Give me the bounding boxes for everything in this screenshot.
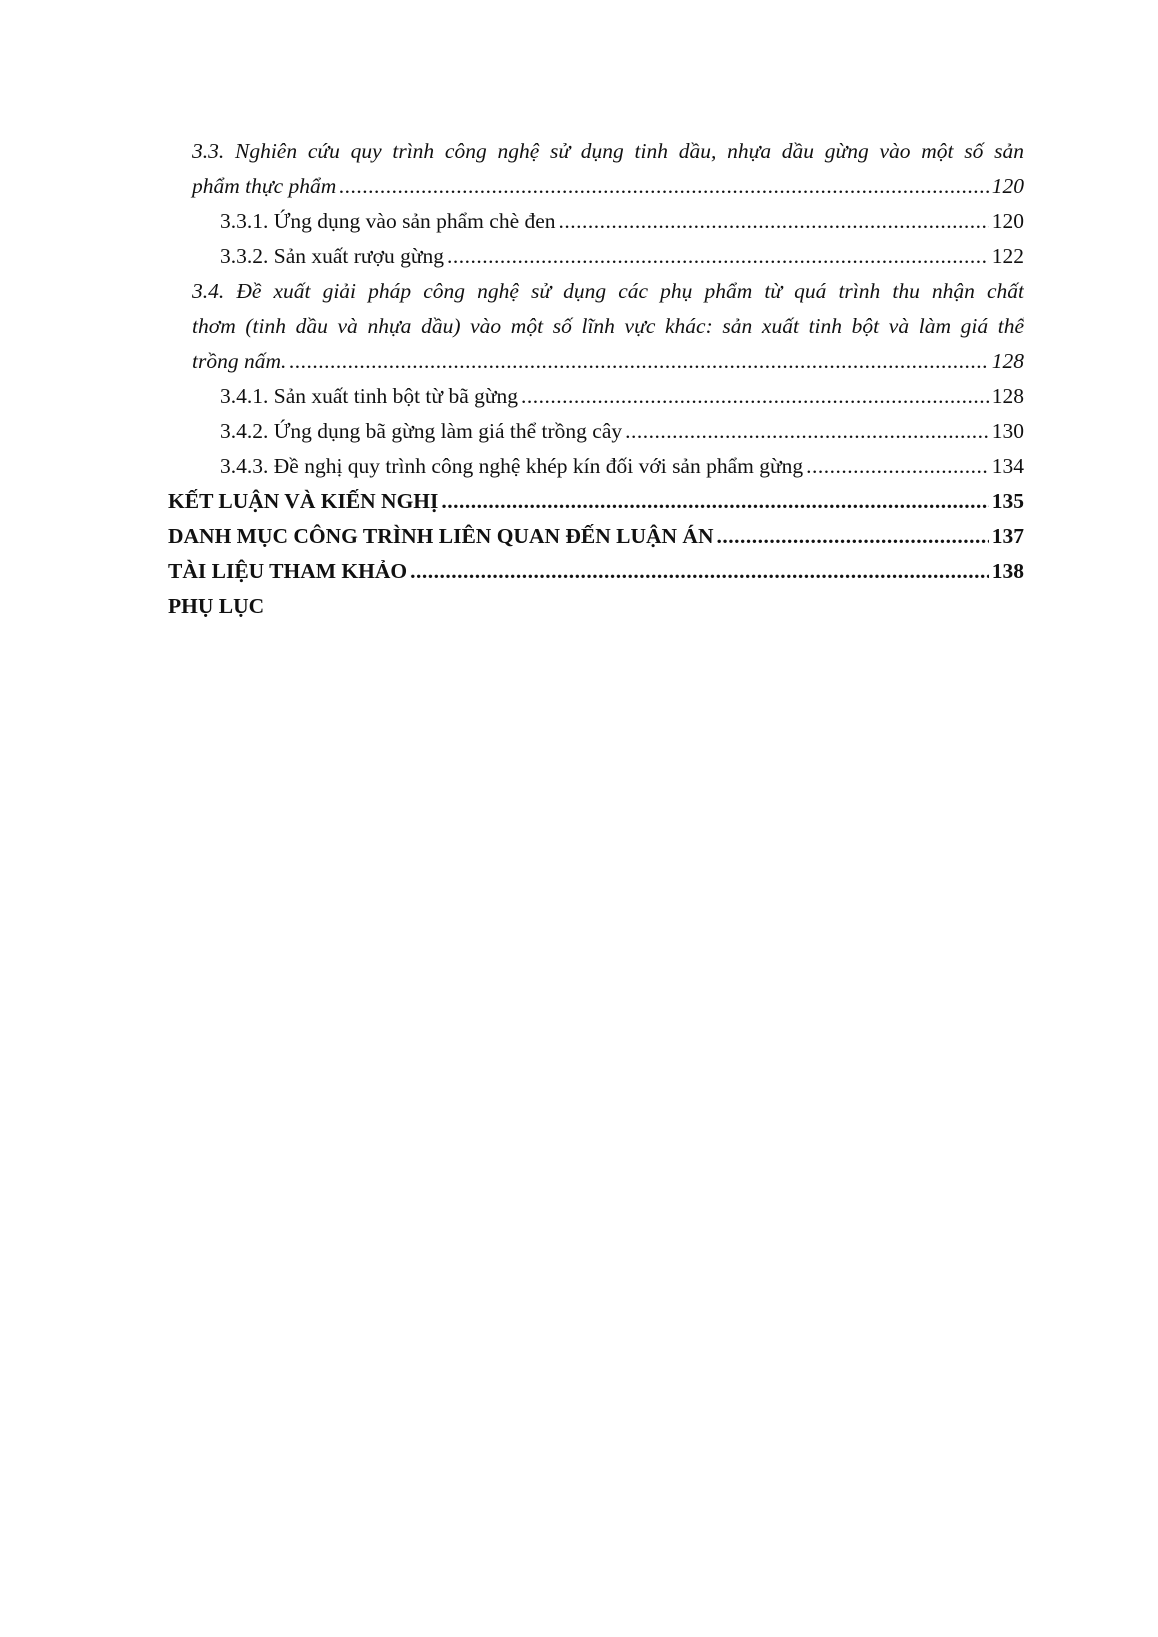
toc-page-number: 120 — [991, 174, 1024, 198]
toc-entry-3-3-1[interactable] — [168, 204, 1024, 239]
toc-entry-3-4-2[interactable] — [168, 414, 1024, 449]
toc-entry-title: KẾT LUẬN VÀ KIẾN NGHỊ — [168, 489, 439, 513]
toc-entry-ket-luan[interactable] — [168, 484, 1024, 519]
toc-entry-title: TÀI LIỆU THAM KHẢO — [168, 559, 408, 583]
dot-leader — [339, 169, 988, 204]
table-of-contents — [168, 134, 1024, 624]
toc-page-number: 130 — [991, 419, 1024, 443]
toc-entry-title: 3.4.2. Ứng dụng bã gừng làm giá thể trồng cây — [220, 419, 623, 443]
toc-entry-danh-muc[interactable] — [168, 519, 1024, 554]
toc-entry-3-3-2[interactable] — [168, 239, 1024, 274]
toc-entry-phu-luc[interactable] — [168, 589, 1024, 624]
dot-leader — [410, 554, 989, 589]
toc-entry-title: 3.4.1. Sản xuất tinh bột từ bã gừng — [220, 384, 519, 408]
toc-page-number: 122 — [991, 244, 1024, 268]
dot-leader — [559, 204, 989, 239]
toc-entry-3-3-line2: phẩm thực phẩm — [192, 174, 337, 198]
dot-leader — [806, 449, 989, 484]
toc-page-number: 120 — [991, 209, 1024, 233]
dot-leader — [521, 379, 989, 414]
toc-entry-3-4-3[interactable] — [168, 449, 1024, 484]
toc-page-number: 137 — [991, 524, 1024, 548]
toc-page-number: 128 — [991, 384, 1024, 408]
toc-entry-3-3-line1: 3.3. Nghiên cứu quy trình công nghệ sử dụng tinh dầu, nhựa dầu gừng vào một số sản — [192, 139, 1024, 163]
dot-leader — [441, 484, 988, 519]
toc-entry-3-4-1[interactable] — [168, 379, 1024, 414]
toc-entry-title: DANH MỤC CÔNG TRÌNH LIÊN QUAN ĐẾN LUẬN ÁN — [168, 524, 714, 548]
toc-entry-title: 3.3.2. Sản xuất rượu gừng — [220, 244, 444, 268]
dot-leader — [717, 519, 989, 554]
toc-page-number: 128 — [991, 349, 1024, 373]
toc-entry-title: 3.4.3. Đề nghị quy trình công nghệ khép kín đối với sản phẩm gừng — [220, 454, 804, 478]
toc-page-number: 138 — [991, 559, 1024, 583]
toc-entry-3-4-line1: 3.4. Đề xuất giải pháp công nghệ sử dụng các phụ phẩm từ quá trình thu nhận chất — [192, 279, 1024, 303]
dot-leader — [447, 239, 989, 274]
toc-entry-tai-lieu[interactable] — [168, 554, 1024, 589]
toc-entry-3-4-line2: thơm (tinh dầu và nhựa dầu) vào một số lĩnh vực khác: sản xuất tinh bột và làm giá thể — [192, 314, 1024, 338]
dot-leader — [289, 344, 988, 379]
toc-entry-3-4[interactable] — [168, 274, 1024, 379]
toc-entry-3-4-line3: trồng nấm. — [192, 349, 287, 373]
toc-entry-title: 3.3.1. Ứng dụng vào sản phẩm chè đen — [220, 209, 556, 233]
toc-page-number: 134 — [991, 454, 1024, 478]
toc-entry-3-3[interactable] — [168, 134, 1024, 204]
toc-page-number: 135 — [991, 489, 1024, 513]
toc-entry-title: PHỤ LỤC — [168, 594, 265, 618]
dot-leader — [625, 414, 989, 449]
